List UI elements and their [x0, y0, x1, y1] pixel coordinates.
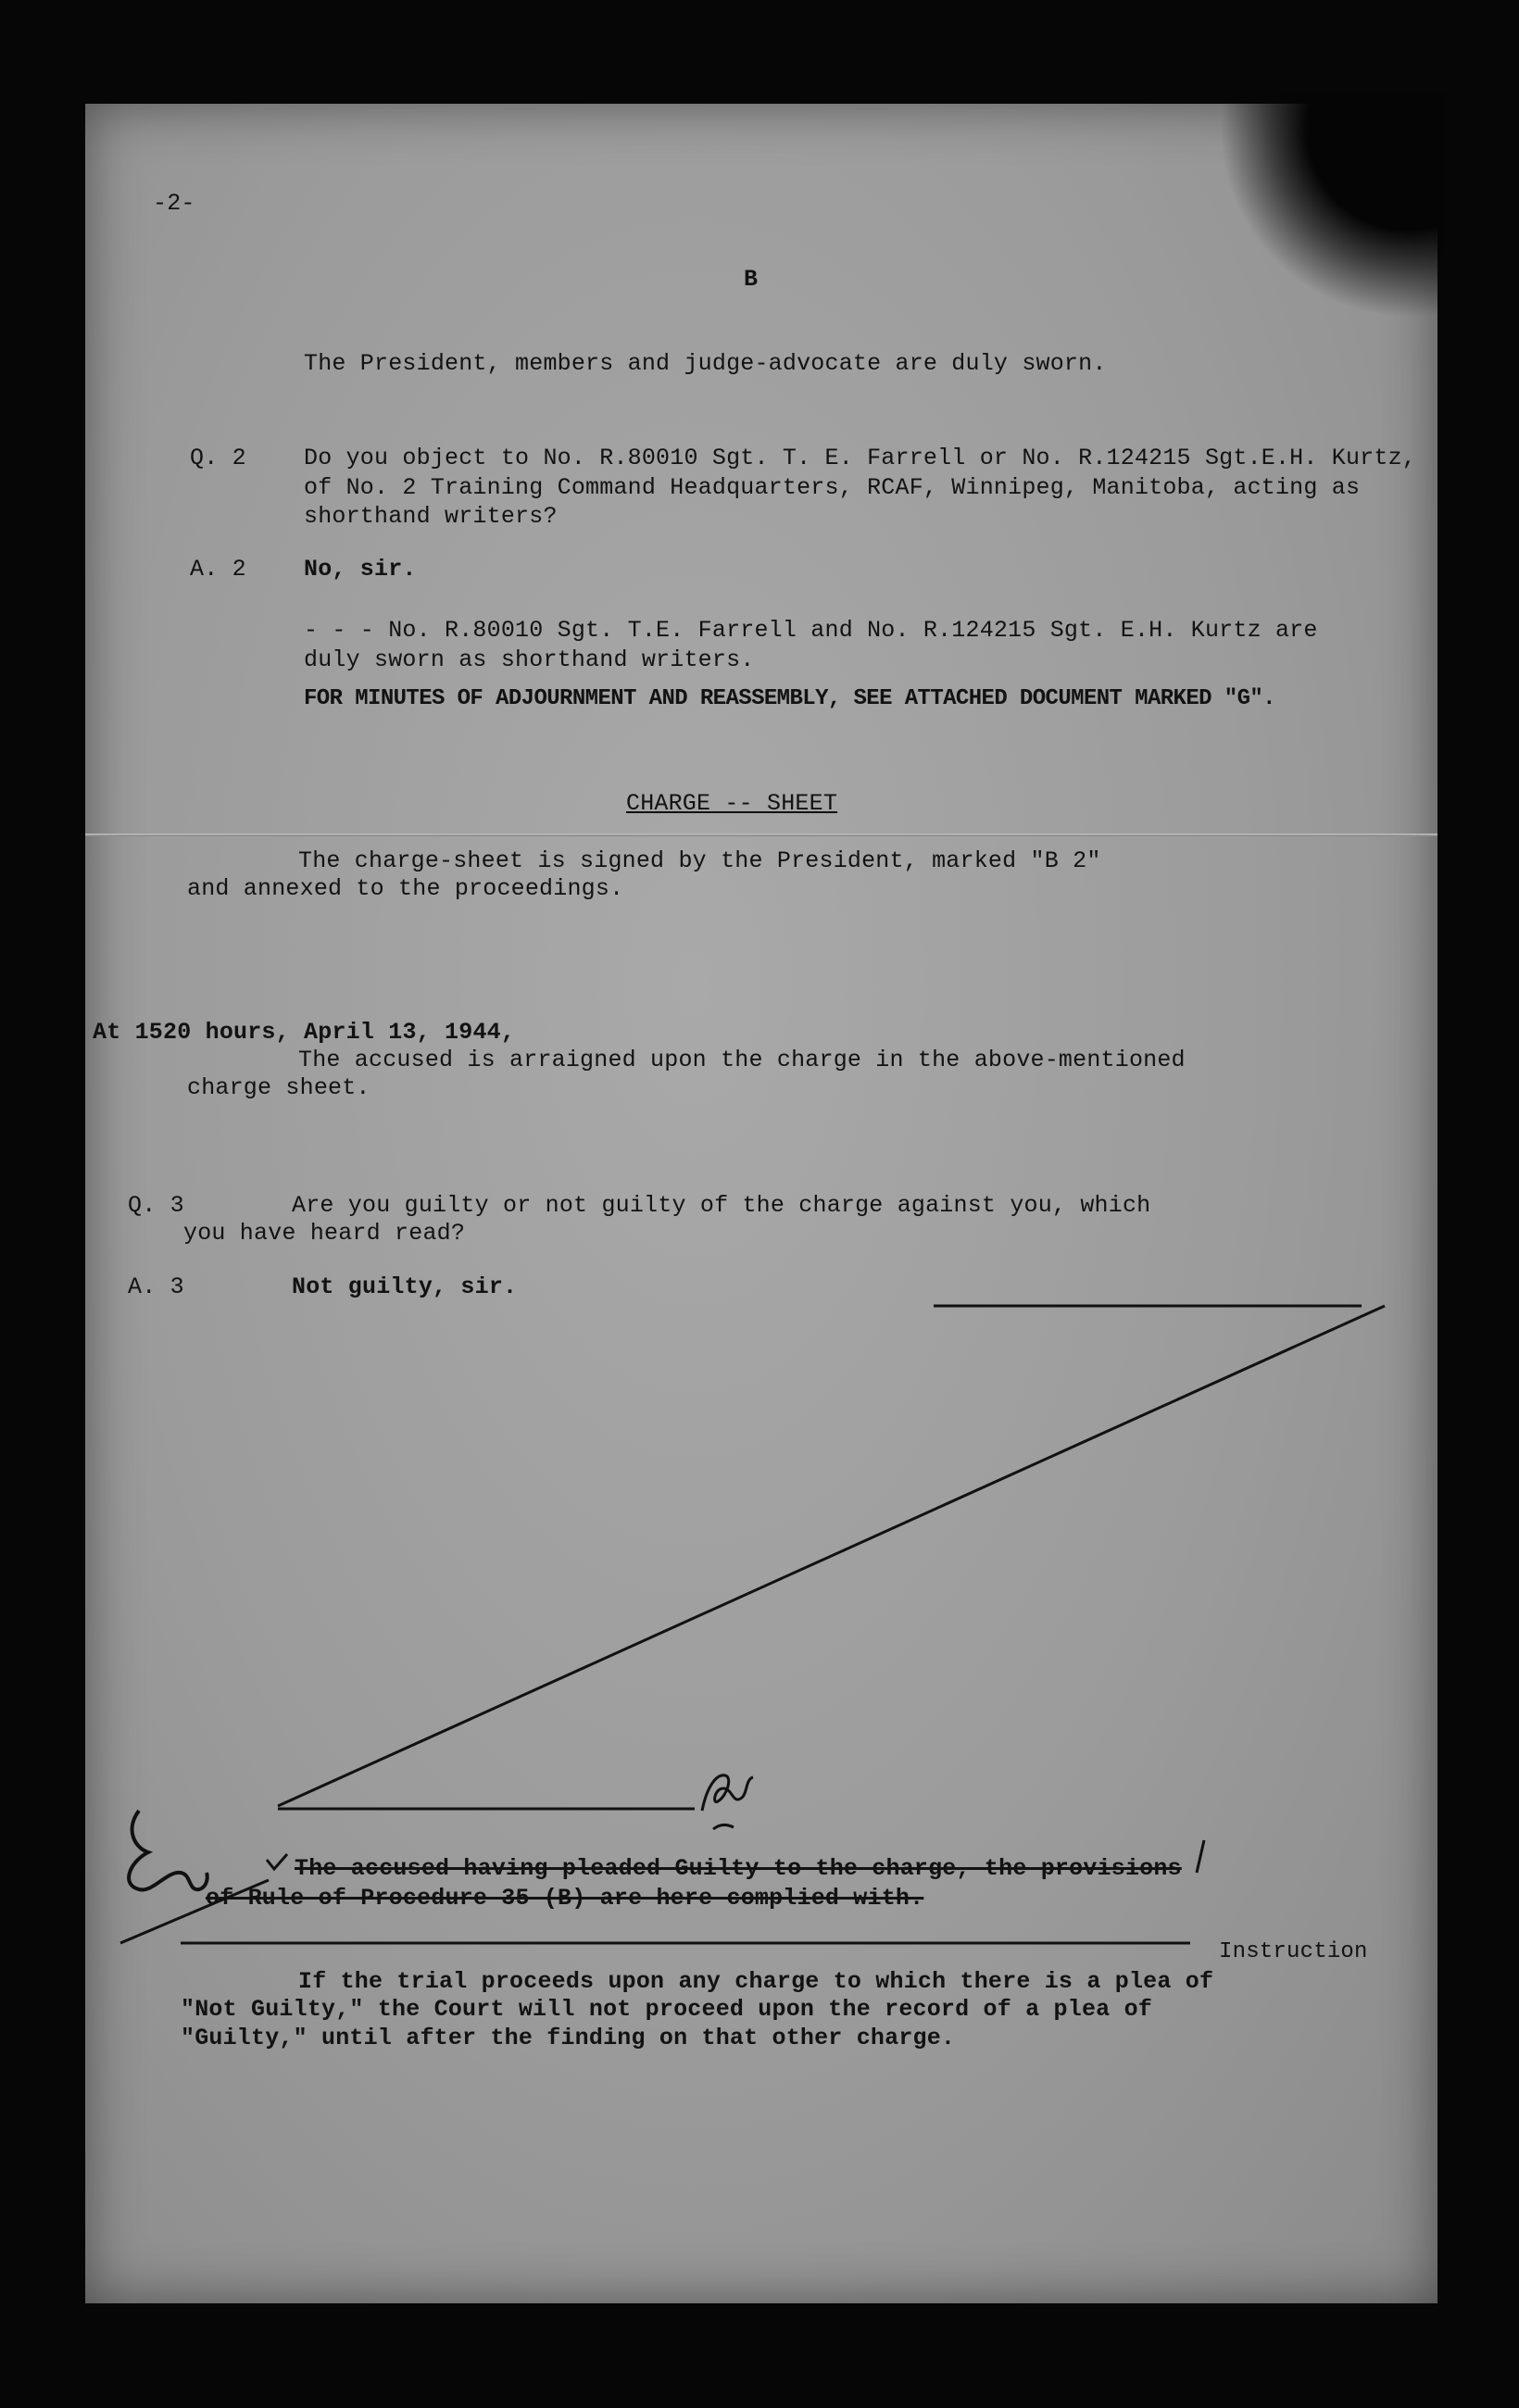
initials-mark-left — [129, 1811, 207, 1889]
q3-label: Q. 3 — [128, 1192, 184, 1219]
diagonal-strike-line — [278, 1306, 1385, 1806]
charge-sheet-heading: CHARGE -- SHEET — [626, 790, 838, 817]
arraignment-time: At 1520 hours, April 13, 1944, — [93, 1019, 516, 1046]
instruction-line-1: If the trial proceeds upon any charge to which there is a plea of — [298, 1968, 1214, 1995]
q2-line-3: shorthand writers? — [304, 503, 558, 530]
q3-line-1: Are you guilty or not guilty of the charge against you, which — [292, 1192, 1151, 1219]
instruction-line-3: "Guilty," until after the finding on that other charge. — [181, 2025, 956, 2051]
q2-line-1: Do you object to No. R.80010 Sgt. T. E. Farrell or No. R.124215 Sgt.E.H. Kurtz, — [304, 445, 1416, 471]
struck-line-2: of Rule of Procedure 35 (B) are here complied with. — [206, 1885, 924, 1912]
a3-label: A. 3 — [128, 1273, 184, 1300]
a3-answer: Not guilty, sir. — [292, 1273, 518, 1300]
charge-sheet-line-1: The charge-sheet is signed by the President, marked "B 2" — [298, 847, 1101, 874]
arraignment-line-2: charge sheet. — [187, 1074, 370, 1101]
adjournment-note: FOR MINUTES OF ADJOURNMENT AND REASSEMBLY, SEE ATTACHED DOCUMENT MARKED "G". — [304, 686, 1275, 711]
q2-label: Q. 2 — [190, 445, 246, 471]
q3-line-2: you have heard read? — [183, 1220, 466, 1247]
section-letter: B — [744, 266, 759, 293]
sworn-statement: The President, members and judge-advocate are duly sworn. — [304, 350, 1107, 377]
writers-sworn-line-1: - - - No. R.80010 Sgt. T.E. Farrell and No. R.124215 Sgt. E.H. Kurtz are — [304, 617, 1318, 644]
struck-line-1: The accused having pleaded Guilty to the charge, the provisions — [295, 1855, 1182, 1882]
a2-label: A. 2 — [190, 556, 246, 583]
end-tick — [1197, 1840, 1204, 1873]
a2-answer: No, sir. — [304, 556, 417, 583]
writers-sworn-line-2: duly sworn as shorthand writers. — [304, 646, 755, 673]
initials-mark-upper — [702, 1775, 753, 1829]
instruction-line-2: "Not Guilty," the Court will not proceed upon the record of a plea of — [181, 1996, 1152, 2023]
charge-sheet-line-2: and annexed to the proceedings. — [187, 875, 624, 902]
instruction-label: Instruction — [1219, 1939, 1368, 1964]
page-number: -2- — [153, 190, 195, 217]
q2-line-2: of No. 2 Training Command Headquarters, RCAF, Winnipeg, Manitoba, acting as — [304, 474, 1361, 501]
check-mark — [267, 1854, 287, 1869]
arraignment-line-1: The accused is arraigned upon the charge in the above-mentioned — [298, 1047, 1186, 1073]
